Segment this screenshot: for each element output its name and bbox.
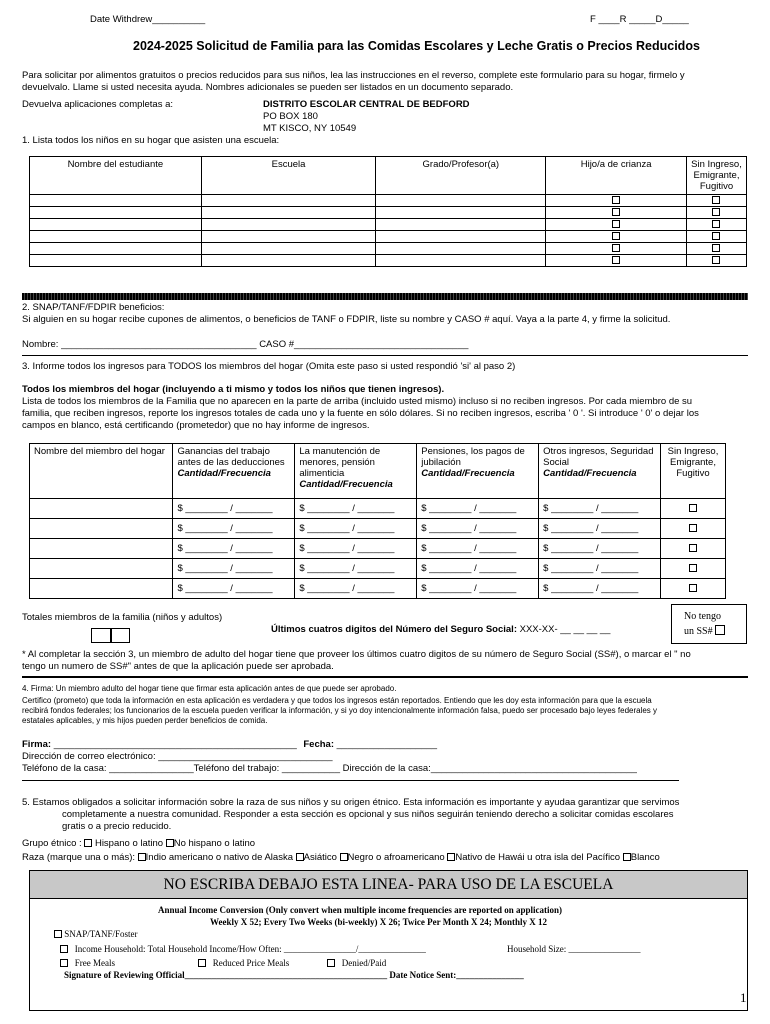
- intro-line1: Para solicitar por alimentos gratuitos o precios reducidos para sus niños, lea las instrucciones en el reverso, complete este formulario para su hogar, firmelo y: [22, 70, 685, 81]
- district-pobox: PO BOX 180: [263, 111, 318, 122]
- table-row: [30, 243, 747, 255]
- member-name-cell[interactable]: [30, 579, 173, 599]
- grade-cell[interactable]: [376, 207, 546, 219]
- grade-cell[interactable]: [376, 219, 546, 231]
- pension-cell[interactable]: $ ________ / _______: [417, 579, 539, 599]
- no-income-checkbox[interactable]: [689, 504, 697, 512]
- section2-label: 2. SNAP/TANF/FDPIR beneficios:: [22, 302, 165, 313]
- snap-label: SNAP/TANF/Foster: [64, 929, 138, 939]
- income-table: [29, 443, 726, 599]
- race-option-label: Asiático: [303, 852, 337, 863]
- student-name-cell[interactable]: [30, 207, 202, 219]
- race-option-label: Nativo de Hawái u otra isla del Pacífico: [455, 852, 621, 863]
- no-ssn-checkbox[interactable]: [715, 625, 725, 635]
- col-pension: [417, 444, 539, 499]
- other-cell[interactable]: $ ________ / _______: [539, 579, 661, 599]
- no-income-checkbox[interactable]: [712, 256, 720, 264]
- table-row: [30, 499, 726, 519]
- earnings-cell[interactable]: $ ________ / _______: [173, 539, 295, 559]
- col-no-income: Sin Ingreso, Emigrante, Fugitivo: [686, 157, 746, 195]
- date-field[interactable]: ___________________: [336, 739, 438, 750]
- snap-checkbox[interactable]: [54, 930, 62, 938]
- race-option-label: Indio americano o nativo de Alaska: [145, 852, 293, 863]
- pension-cell[interactable]: $ ________ / _______: [417, 519, 539, 539]
- ssn-row: [271, 624, 610, 635]
- table-row: [30, 519, 726, 539]
- no-income-checkbox[interactable]: [712, 232, 720, 240]
- intro-line2: devuelvalo. Llame si usted necesita ayuda. Nombres adicionales se pueden ser listados en un documento separado.: [22, 82, 514, 93]
- race-label: Raza (marque una o más):: [22, 852, 135, 863]
- income-checkbox[interactable]: [60, 945, 68, 953]
- support-cell[interactable]: $ ________ / _______: [295, 539, 417, 559]
- grade-cell[interactable]: [376, 231, 546, 243]
- totals-box-2[interactable]: [111, 628, 130, 643]
- page-number: 1: [740, 990, 747, 1005]
- office-banner: NO ESCRIBA DEBAJO ESTA LINEA- PARA USO DE LA ESCUELA: [30, 871, 747, 899]
- office-use-box: [29, 870, 748, 1011]
- race-black-checkbox[interactable]: [340, 853, 348, 861]
- table-row: [30, 255, 747, 267]
- table-row: [30, 219, 747, 231]
- race-option-label: Blanco: [630, 852, 660, 863]
- school-cell[interactable]: [201, 207, 376, 219]
- no-income-checkbox[interactable]: [712, 208, 720, 216]
- income-household-field[interactable]: Income Household: Total Household Income/How Often: ________________/_______________: [74, 944, 426, 954]
- race-asian-checkbox[interactable]: [296, 853, 304, 861]
- amount-freq-label: Cantidad/Frecuencia: [299, 479, 393, 490]
- divider: [22, 676, 748, 678]
- no-income-checkbox[interactable]: [712, 244, 720, 252]
- section-divider: [22, 293, 748, 300]
- col-other-label: Otros ingresos, Seguridad Social: [543, 446, 654, 468]
- email-field[interactable]: Dirección de correo electrónico: _________________________________: [22, 751, 333, 762]
- ssn-label: Últimos cuatros digitos del Número del Seguro Social:: [271, 624, 517, 635]
- cert-line2: recibirá fondos federales; los funcionarios de la escuela pueden verificar la información, y si yo doy intencionalmente información falsa, puedo ser procesado bajo leyes federales y: [22, 706, 658, 715]
- no-income-checkbox[interactable]: [712, 220, 720, 228]
- no-income-checkbox[interactable]: [689, 564, 697, 572]
- col-none: Sin Ingreso, Emigrante, Fugitivo: [661, 444, 726, 499]
- other-cell[interactable]: $ ________ / _______: [539, 559, 661, 579]
- section5-text1: 5. Estamos obligados a solicitar información sobre la raza de sus niños y su origen étnico. Esta información es importante y ayudaa garantizar que servimos: [22, 797, 680, 808]
- col-member: Nombre del miembro del hogar: [30, 444, 173, 499]
- grade-cell[interactable]: [376, 255, 546, 267]
- other-cell[interactable]: $ ________ / _______: [539, 499, 661, 519]
- free-meals-checkbox[interactable]: [60, 959, 68, 967]
- grade-cell[interactable]: [376, 243, 546, 255]
- reduced-label: Reduced Price Meals: [212, 958, 290, 968]
- support-cell[interactable]: $ ________ / _______: [295, 519, 417, 539]
- signature-row: [22, 739, 437, 750]
- table-row: [30, 207, 747, 219]
- table-row: [30, 579, 726, 599]
- ssn-note1: * Al completar la sección 3, un miembro de adulto del hogar tiene que proveer los últimos cuatro digitos de su número de Seguro Social (SS#), o marcar el " no: [22, 649, 691, 660]
- section2-text: Si alguien en su hogar recibe cupones de alimentos, o beneficios de TANF o FDPIR, liste su nombre y CASO # aquí. Vaya a la parte 4, y firme la solicitud.: [22, 314, 671, 325]
- race-option-label: Negro o afroamericano: [347, 852, 445, 863]
- earnings-cell[interactable]: $ ________ / _______: [173, 519, 295, 539]
- income-row: [60, 944, 426, 954]
- signature-field[interactable]: ______________________________________________: [53, 739, 297, 750]
- no-income-checkbox[interactable]: [689, 544, 697, 552]
- support-cell[interactable]: $ ________ / _______: [295, 499, 417, 519]
- free-row: [60, 958, 115, 968]
- no-income-checkbox[interactable]: [689, 524, 697, 532]
- firma-label: Firma:: [22, 739, 52, 750]
- amount-freq-label: Cantidad/Frecuencia: [421, 468, 515, 479]
- race-white-checkbox[interactable]: [623, 853, 631, 861]
- no-ssn-row: [684, 624, 746, 639]
- section5-text2: completamente a nuestra comunidad. Responder a esta sección es opcional y sus niños seguirán teniendo derecho a solicitar comidas escolares: [62, 809, 674, 820]
- grade-cell[interactable]: [376, 195, 546, 207]
- no-income-checkbox[interactable]: [689, 584, 697, 592]
- student-name-cell[interactable]: [30, 219, 202, 231]
- snap-name-case-field[interactable]: Nombre: _____________________________________ CASO #_________________________________: [22, 339, 469, 350]
- free-meals-label: Free Meals: [74, 958, 115, 968]
- pension-cell[interactable]: $ ________ / _______: [417, 539, 539, 559]
- non-hispanic-label: No hispano o latino: [173, 838, 256, 849]
- denied-label: Denied/Paid: [341, 958, 387, 968]
- col-support-label: La manutención de menores, pensión alimenticia: [299, 446, 381, 479]
- table-row: [30, 539, 726, 559]
- reduced-checkbox[interactable]: [198, 959, 206, 967]
- totals-label: Totales miembros de la familia (niños y adultos): [22, 612, 223, 623]
- other-cell[interactable]: $ ________ / _______: [539, 519, 661, 539]
- member-name-cell[interactable]: [30, 559, 173, 579]
- pension-cell[interactable]: $ ________ / _______: [417, 559, 539, 579]
- member-name-cell[interactable]: [30, 519, 173, 539]
- date-withdrew: Date Withdrew__________: [90, 14, 206, 25]
- table-row: [30, 195, 747, 207]
- pension-cell[interactable]: $ ________ / _______: [417, 499, 539, 519]
- col-school: Escuela: [201, 157, 376, 195]
- denied-row: [327, 958, 386, 968]
- support-cell[interactable]: $ ________ / _______: [295, 559, 417, 579]
- race-row: [22, 852, 660, 863]
- no-ssn-box: [671, 604, 747, 644]
- page-title: 2024-2025 Solicitud de Familia para las Comidas Escolares y Leche Gratis o Precios Reducidos: [133, 39, 700, 53]
- student-name-cell[interactable]: [30, 195, 202, 207]
- col-other: [539, 444, 661, 499]
- hispanic-label: Hispano o latino: [94, 838, 164, 849]
- section3-label: 3. Informe todos los ingresos para TODOS los miembros del hogar (Omita este paso si usted respondió 'si' al paso 2): [22, 361, 516, 372]
- school-cell[interactable]: [201, 219, 376, 231]
- section3-bold: Todos los miembros del hogar (incluyendo a ti mismo y todos los niños que tienen ingresos).: [22, 384, 445, 395]
- cert-line1: Certifico (prometo) que toda la información en esta aplicación es verdadera y que todos los ingresos están reportados. Entiendo que les doy esta información para que la escuela: [22, 696, 652, 705]
- income-conversion-line2: Weekly X 52; Every Two Weeks (bi-weekly) X 26; Twice Per Month X 24; Monthly X 12: [210, 917, 547, 927]
- col-earnings-label: Ganancias del trabajo antes de las deducciones: [177, 446, 285, 468]
- divider: [22, 780, 679, 781]
- foster-checkbox[interactable]: [612, 256, 620, 264]
- section3-text2: familia, que reciben ingresos, reporte los ingresos totales de cada uno y la fuente en sólo dólares. Si no reciben ingresos, escriba ' 0 '. Si introduce ' 0' o dejar los: [22, 408, 699, 419]
- district-city: MT KISCO, NY 10549: [263, 123, 357, 134]
- col-foster: Hijo/a de crianza: [546, 157, 687, 195]
- household-size-field[interactable]: Household Size: ________________: [507, 944, 641, 954]
- no-ssn-line2: un SS#: [684, 626, 713, 637]
- ethnic-label: Grupo étnico :: [22, 838, 82, 849]
- hispanic-checkbox[interactable]: [84, 839, 92, 847]
- col-student-name: Nombre del estudiante: [30, 157, 202, 195]
- fecha-label: Fecha:: [303, 739, 334, 750]
- ssn-note2: tengo un numero de SS#" antes de que la aplicación puede ser aprobada.: [22, 661, 334, 672]
- phone-address-fields[interactable]: Teléfono de la casa: ________________Teléfono del trabajo: ___________ Dirección de la casa:_______________________________________: [22, 763, 637, 774]
- table-row: [30, 559, 726, 579]
- other-cell[interactable]: $ ________ / _______: [539, 539, 661, 559]
- col-support: [295, 444, 417, 499]
- support-cell[interactable]: $ ________ / _______: [295, 579, 417, 599]
- children-table: [29, 156, 747, 267]
- col-grade: Grado/Profesor(a): [376, 157, 546, 195]
- denied-checkbox[interactable]: [327, 959, 335, 967]
- race-native-american-checkbox[interactable]: [138, 853, 146, 861]
- col-earnings: [173, 444, 295, 499]
- reduced-row: [198, 958, 289, 968]
- section1-label: 1. Lista todos los niños en su hogar que asisten una escuela:: [22, 135, 280, 146]
- section3-text3: campos en blanco, está certificando (prometedor) que no hay informe de ingresos.: [22, 420, 370, 431]
- no-income-checkbox[interactable]: [712, 196, 720, 204]
- student-name-cell[interactable]: [30, 231, 202, 243]
- earnings-cell[interactable]: $ ________ / _______: [173, 499, 295, 519]
- foster-checkbox[interactable]: [612, 208, 620, 216]
- student-name-cell[interactable]: [30, 243, 202, 255]
- totals-box-1[interactable]: [91, 628, 111, 643]
- school-cell[interactable]: [201, 195, 376, 207]
- section5-text3: gratis o a precio reducido.: [62, 821, 172, 832]
- school-cell[interactable]: [201, 243, 376, 255]
- foster-checkbox[interactable]: [612, 244, 620, 252]
- student-name-cell[interactable]: [30, 255, 202, 267]
- school-cell[interactable]: [201, 255, 376, 267]
- income-conversion-line1: Annual Income Conversion (Only convert when multiple income frequencies are reported on application): [158, 905, 562, 915]
- section3-text1: Lista de todos los miembros de la Familia que no aparecen en la parte de arriba (incluido usted mismo) incluso si no reciben ingresos. Por cada miembro de su: [22, 396, 693, 407]
- non-hispanic-checkbox[interactable]: [166, 839, 174, 847]
- member-name-cell[interactable]: [30, 499, 173, 519]
- foster-checkbox[interactable]: [612, 196, 620, 204]
- ethnic-row: [22, 838, 255, 849]
- school-cell[interactable]: [201, 231, 376, 243]
- district-name: DISTRITO ESCOLAR CENTRAL DE BEDFORD: [263, 99, 470, 110]
- earnings-cell[interactable]: $ ________ / _______: [173, 559, 295, 579]
- section4-label: 4. Firma: Un miembro adulto del hogar tiene que firmar esta aplicación antes de que puede ser aprobado.: [22, 684, 397, 693]
- foster-checkbox[interactable]: [612, 232, 620, 240]
- ssn-input[interactable]: XXX-XX- __ __ __ __: [519, 624, 611, 635]
- amount-freq-label: Cantidad/Frecuencia: [177, 468, 271, 479]
- member-name-cell[interactable]: [30, 539, 173, 559]
- col-pension-label: Pensiones, los pagos de jubilación: [421, 446, 525, 468]
- foster-checkbox[interactable]: [612, 220, 620, 228]
- amount-freq-label: Cantidad/Frecuencia: [543, 468, 637, 479]
- table-row: [30, 231, 747, 243]
- return-label: Devuelva aplicaciones completas a:: [22, 99, 174, 110]
- no-ssn-line1: No tengo: [684, 611, 721, 622]
- frd-field: F ____R _____D_____: [590, 14, 689, 25]
- cert-line3: estatales aplicables, y mis hijos pueden perder beneficios de comida.: [22, 716, 268, 725]
- snap-row: [54, 929, 138, 939]
- earnings-cell[interactable]: $ ________ / _______: [173, 579, 295, 599]
- reviewer-signature-field[interactable]: Signature of Reviewing Official_____________________________________________ Date Notice Sent:_______________: [64, 970, 524, 980]
- divider: [22, 355, 748, 356]
